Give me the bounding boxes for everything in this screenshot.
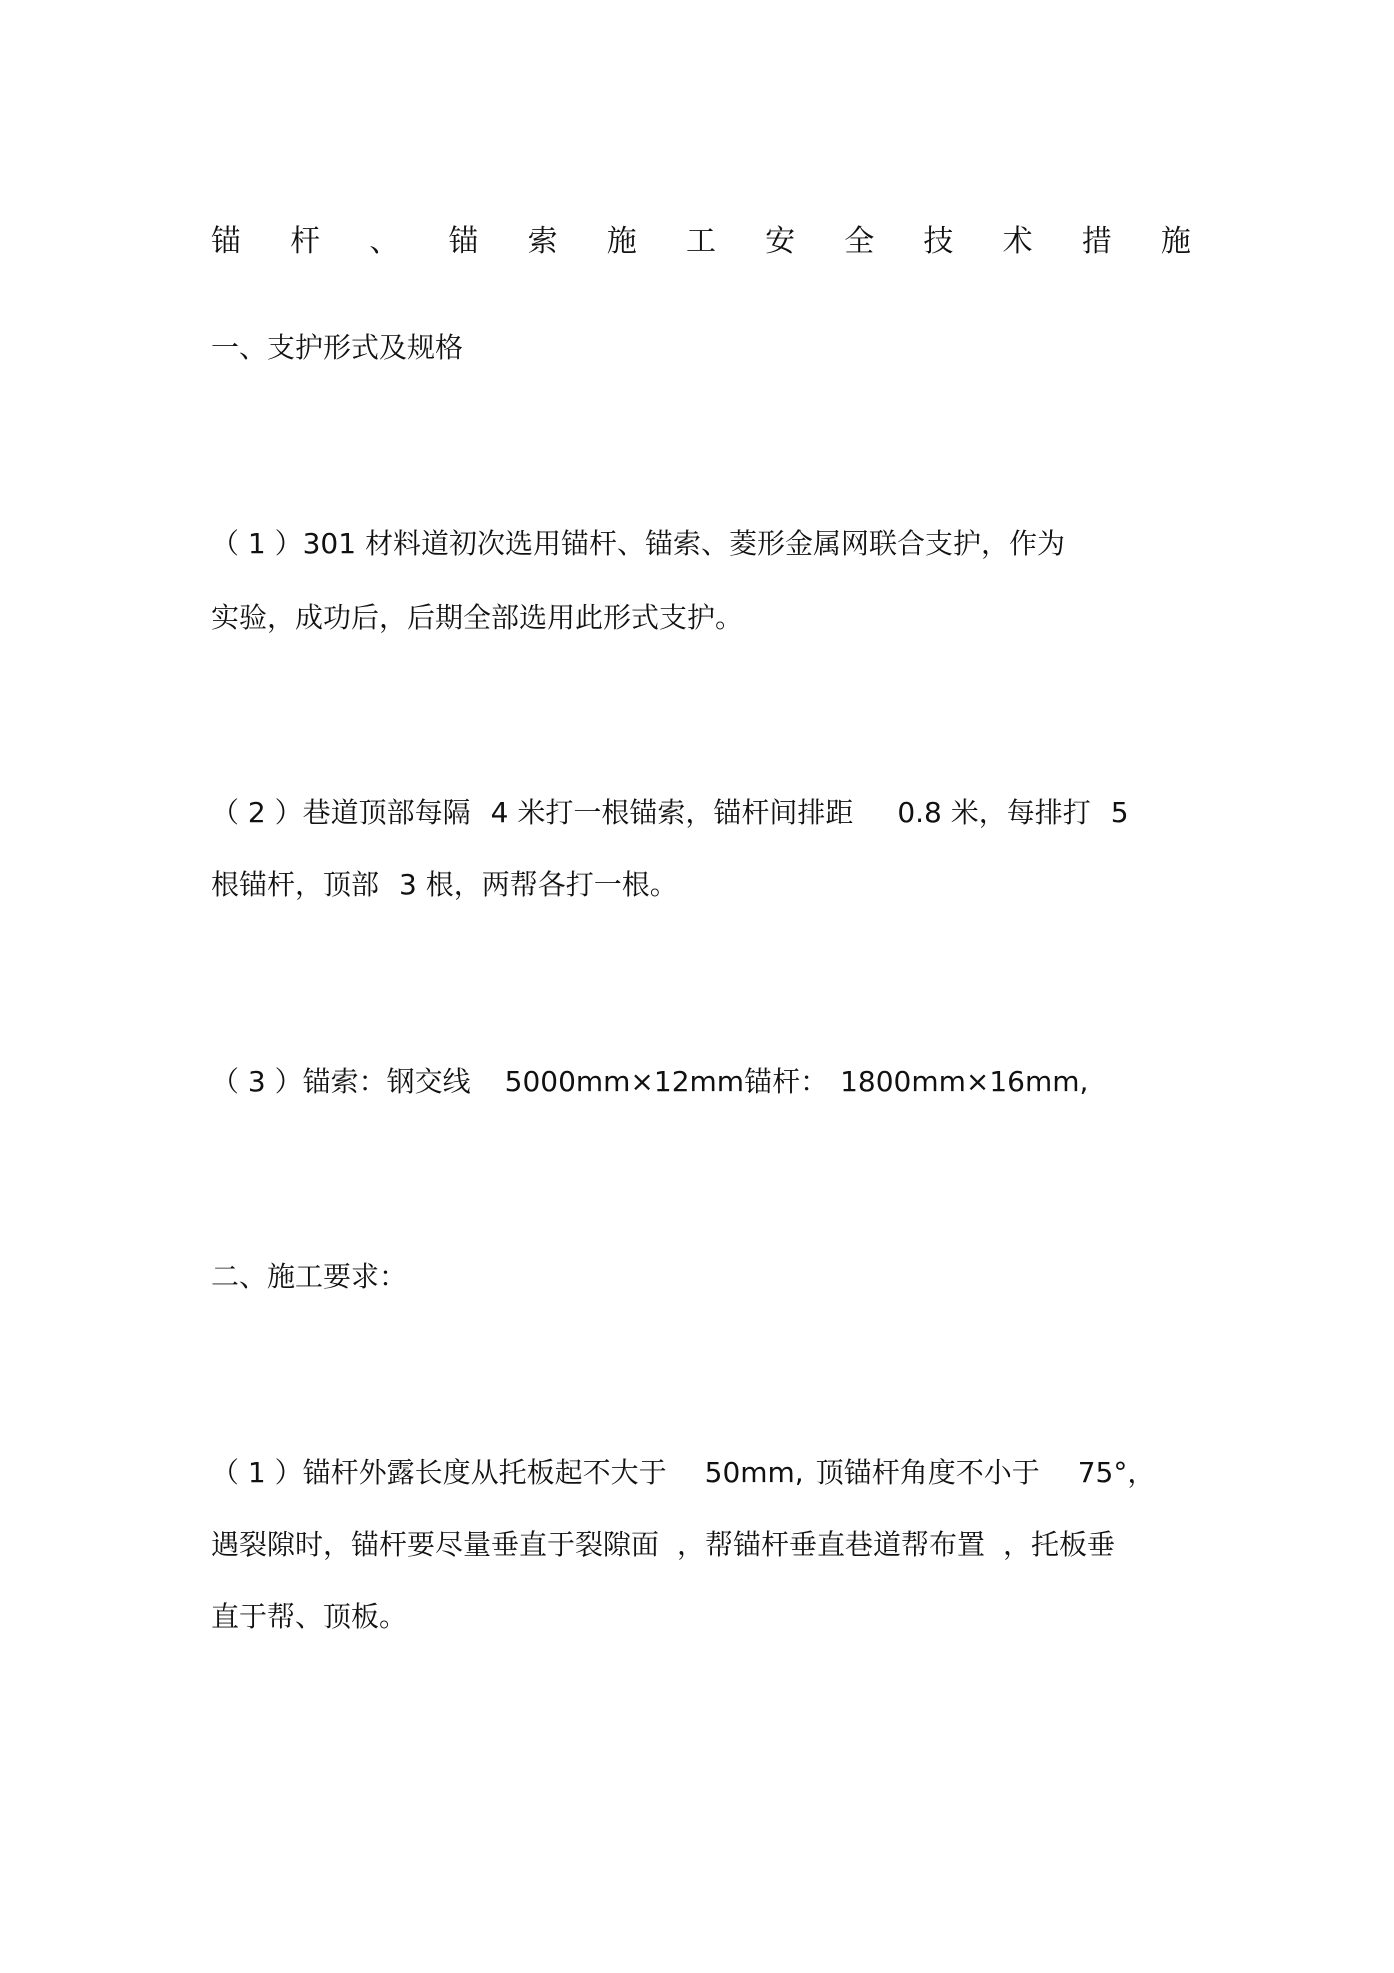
- paragraph-fragment: 5000mm×12mm锚杆：: [504, 1065, 829, 1098]
- section-2-heading: 二、施工要求：: [211, 1260, 408, 1293]
- section-1-item-3-line-1: [211, 1064, 1088, 1100]
- title-char: 索: [527, 224, 558, 259]
- title-char: 措: [1081, 224, 1112, 259]
- section-1-item-1-line-1: （ 1 ）301 材料道初次选用锚杆、锚索、菱形金属网联合支护，作为: [211, 527, 1065, 560]
- section-2-item-1-line-1: [211, 1455, 1155, 1491]
- title-char: 杆: [290, 224, 321, 259]
- paragraph-fragment: 5: [1110, 796, 1129, 829]
- paragraph-fragment: ，帮锚杆垂直巷道帮布置: [677, 1528, 986, 1561]
- section-1-item-2-line-2: [211, 867, 678, 903]
- paragraph-fragment: 50mm,: [704, 1456, 804, 1489]
- paragraph-fragment: 遇裂隙时，锚杆要尽量垂直于裂隙面: [211, 1528, 660, 1561]
- title-char: 工: [685, 224, 716, 259]
- title-char: 全: [844, 224, 875, 259]
- paragraph-fragment: 3 根，两帮各打一根。: [399, 868, 678, 901]
- paragraph-fragment: 根锚杆，顶部: [211, 868, 380, 901]
- section-2-item-1-line-3: 直于帮、顶板。: [211, 1600, 408, 1633]
- title-char: 、: [369, 224, 400, 259]
- section-2-item-1-line-2: [211, 1527, 1115, 1563]
- paragraph-fragment: 0.8 米，每排打: [897, 796, 1091, 829]
- paragraph-fragment: 75°，: [1077, 1456, 1156, 1489]
- paragraph-fragment: ，托板垂: [1003, 1528, 1116, 1561]
- paragraph-fragment: （ 2 ）巷道顶部每隔: [211, 796, 471, 829]
- title-char: 锚: [448, 224, 479, 259]
- title-char: 施: [606, 224, 637, 259]
- document-title: [211, 222, 1191, 262]
- section-1-item-2-line-1: [211, 795, 1129, 831]
- title-char: 施: [1160, 224, 1191, 259]
- paragraph-fragment: 4 米打一根锚索，锚杆间排距: [490, 796, 854, 829]
- paragraph-fragment: 顶锚杆角度不小于: [815, 1456, 1040, 1489]
- paragraph-fragment: （ 3 ）锚索：钢交线: [211, 1065, 471, 1098]
- section-1-item-1-line-2: 实验，成功后，后期全部选用此形式支护。: [211, 601, 744, 634]
- paragraph-fragment: （ 1 ）锚杆外露长度从托板起不大于: [211, 1456, 667, 1489]
- title-char: 技: [923, 224, 954, 259]
- paragraph-fragment: 1800mm×16mm,: [840, 1065, 1089, 1098]
- section-1-heading: 一、支护形式及规格: [211, 331, 464, 364]
- title-char: 术: [1002, 224, 1033, 259]
- title-char: 安: [765, 224, 796, 259]
- title-char: 锚: [211, 224, 241, 259]
